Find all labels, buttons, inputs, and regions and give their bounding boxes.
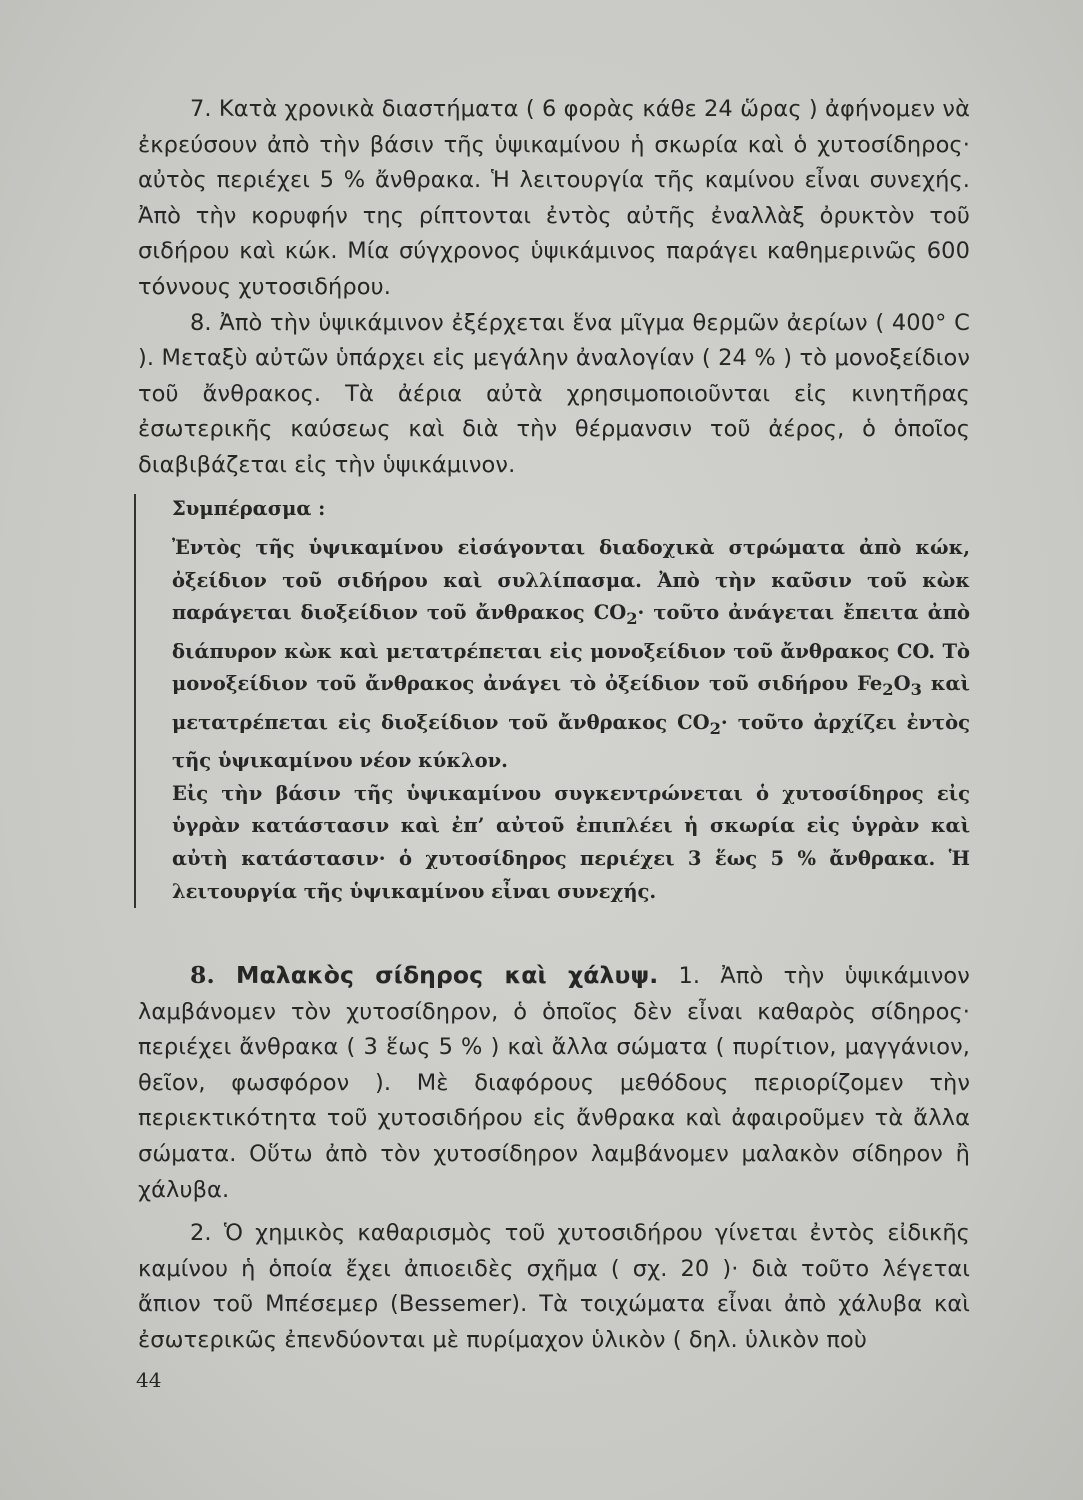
section-8 [138, 958, 970, 1359]
subscript: 2 [882, 680, 894, 700]
paragraph-8: 8. Ἀπὸ τὴν ὑψικάμινον ἐξέρχεται ἕνα μῖγμα θερμῶν ἀερίων ( 400° C ). Μεταξὺ αὐτῶν ὑπάρχει εἰς μεγάλην ἀναλογίαν ( 24 % ) τὸ μονοξείδιον τοῦ ἄνθρακος. Τὰ ἀέρια αὐτὰ χρησιμοποιοῦνται εἰς κινητῆρας ἐσωτερικῆς καύσεως καὶ διὰ τὴν θέρμανσιν τοῦ ἀέρος, ὁ ὁποῖος διαβιβάζεται εἰς τὴν ὑψικάμινον. [138, 309, 970, 478]
subscript: 2 [626, 609, 638, 629]
subscript: 2 [709, 718, 721, 738]
conclusion-box [134, 494, 974, 908]
conclusion-paragraph-2: Εἰς τὴν βάσιν τῆς ὑψικαμίνου συγκεντρώνεται ὁ χυτοσίδηρος εἰς ὑγρὰν κατάστασιν καὶ ἐπ’ αὐτοῦ ἐπιπλέει ἡ σκωρία εἰς ὑγρὰν καὶ αὐτὴ κατάστασιν· ὁ χυτοσίδηρος περιέχει 3 ἕως 5 % ἄνθρακα. Ἡ λειτουργία τῆς ὑψικαμίνου εἶναι συνεχής. [172, 781, 970, 903]
conclusion-paragraph-1: Ἐντὸς τῆς ὑψικαμίνου εἰσάγονται διαδοχικὰ στρώματα ἀπὸ κώκ, ὀξείδιον τοῦ σιδήρου καὶ συλλίπασμα. Ἀπὸ τὴν καῦσιν τοῦ κὼκ παράγεται διοξείδιον τοῦ ἄνθρακος $CO_2\cdot$ τοῦτο ἀνάγεται ἔπειτα ἀπὸ διάπυρον κὼκ καὶ μετατρέπεται εἰς μονοξείδιον τοῦ ἄνθρακος CO. Τὸ μονοξείδιον τοῦ ἄνθρακος ἀνάγει τὸ ὀξείδιον τοῦ σιδήρου $Fe_2O_3$ καὶ μετατρέπεται εἰς διοξείδιον τοῦ ἄνθρακος $CO_2\cdot$ τοῦτο ἀρχίζει ἐντὸς τῆς ὑψικαμίνου νέον κύκλον. [172, 536, 970, 773]
page-number: 44 [136, 1368, 162, 1392]
subscript: 3 [910, 680, 922, 700]
section-8-paragraph-2: 2. Ὁ χημικὸς καθαρισμὸς τοῦ χυτοσιδήρου γίνεται ἐντὸς εἰδικῆς καμίνου ἡ ὁποία ἔχει ἀπιοειδὲς σχῆμα ( σχ. 20 )· διὰ τοῦτο λέγεται ἄπιον τοῦ Μπέσεμερ (Bessemer). Τὰ τοιχώματα εἶναι ἀπὸ χάλυβα καὶ ἐσωτερικῶς ἐπενδύονται μὲ πυρίμαχον ὑλικὸν ( δηλ. ὑλικὸν ποὺ [138, 1220, 970, 1353]
top-text [138, 92, 970, 484]
section-heading: 8. Μαλακὸς σίδηρος καὶ χάλυψ. [190, 961, 659, 989]
conclusion-title: Συμπέρασμα : [172, 497, 326, 520]
section-8-paragraph-1: 8. Μαλακὸς σίδηρος καὶ χάλυψ. 1. Ἀπὸ τὴν ὑψικάμινον λαμβάνομεν τὸν χυτοσίδηρον, ὁ ὁποῖος δὲν εἶναι καθαρὸς σίδηρος· περιέχει ἄνθρακα ( 3 ἕως 5 % ) καὶ ἄλλα σώματα ( πυρίτιον, μαγγάνιον, θεῖον, φωσφόρον ). Μὲ διαφόρους μεθόδους περιορίζομεν τὴν περιεκτικότητα τοῦ χυτοσιδήρου εἰς ἄνθρακα καὶ ἀφαιροῦμεν τὰ ἄλλα σώματα. Οὕτω ἀπὸ τὸν χυτοσίδηρον λαμβάνομεν μαλακὸν σίδηρον ἢ χάλυβα. [138, 961, 970, 1203]
paragraph-7: 7. Κατὰ χρονικὰ διαστήματα ( 6 φορὰς κάθε 24 ὥρας ) ἀφήνομεν νὰ ἐκρεύσουν ἀπὸ τὴν βάσιν τῆς ὑψικαμίνου ἡ σκωρία καὶ ὁ χυτοσίδηρος· αὐτὸς περιέχει 5 % ἄνθρακα. Ἡ λειτουργία τῆς καμίνου εἶναι συνεχής. Ἀπὸ τὴν κορυφήν της ρίπτονται ἐντὸς αὐτῆς ἐναλλὰξ ὀρυκτὸν τοῦ σιδήρου καὶ κώκ. Μία σύγχρονος ὑψικάμινος παράγει καθημερινῶς 600 τόννους χυτοσιδήρου. [138, 96, 971, 300]
